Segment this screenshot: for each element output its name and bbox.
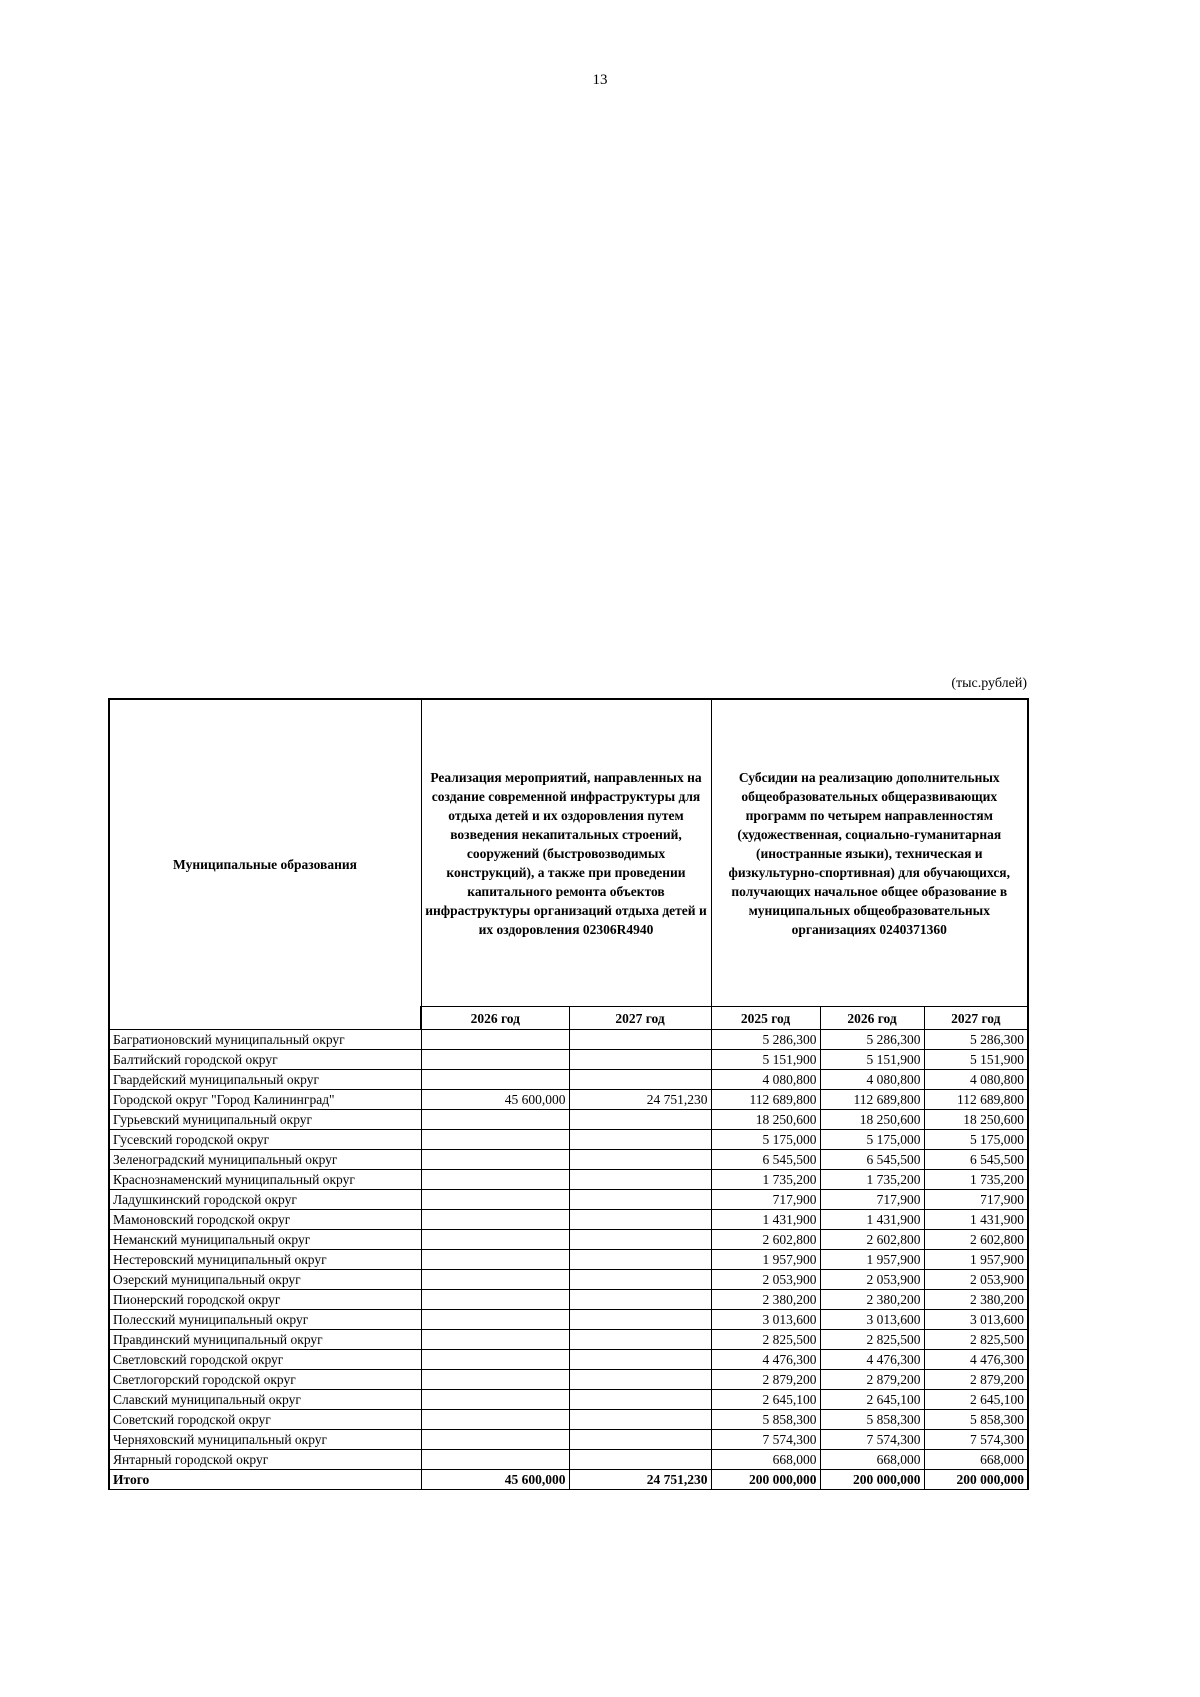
municipality-name: Янтарный городской округ [109, 1450, 421, 1470]
amount-cell: 5 858,300 [924, 1410, 1028, 1430]
table-row [109, 1370, 1028, 1390]
amount-cell [421, 1370, 569, 1390]
amount-cell [569, 1290, 711, 1310]
amount-cell [421, 1330, 569, 1350]
amount-cell [569, 1250, 711, 1270]
amount-cell [421, 1350, 569, 1370]
amount-cell: 4 476,300 [711, 1350, 820, 1370]
year-g2-2025: 2025 год [711, 1007, 820, 1030]
amount-cell: 4 080,800 [820, 1070, 924, 1090]
amount-cell: 5 858,300 [711, 1410, 820, 1430]
table-row [109, 1270, 1028, 1290]
table-row [109, 1350, 1028, 1370]
amount-cell [569, 1050, 711, 1070]
amount-cell [421, 1250, 569, 1270]
amount-cell: 7 574,300 [924, 1430, 1028, 1450]
table-row [109, 1170, 1028, 1190]
amount-cell: 1 957,900 [711, 1250, 820, 1270]
amount-cell: 1 957,900 [820, 1250, 924, 1270]
table-row [109, 1030, 1028, 1050]
amount-cell: 4 476,300 [924, 1350, 1028, 1370]
header-group-infrastructure: Реализация мероприятий, направленных на создание современной инфраструктуры для отдыха детей и их оздоровления путем возведения некапитальных строений, сооружений (быстровозводимых конструкций), а также при проведении капитального ремонта объектов инфраструктуры организаций отдыха детей и их оздоровления 02306R4940 [421, 699, 711, 1007]
amount-cell: 112 689,800 [924, 1090, 1028, 1110]
municipality-name: Светловский городской округ [109, 1350, 421, 1370]
amount-cell: 6 545,500 [711, 1150, 820, 1170]
amount-cell: 5 151,900 [711, 1050, 820, 1070]
amount-cell: 4 080,800 [711, 1070, 820, 1090]
amount-cell: 1 735,200 [924, 1170, 1028, 1190]
amount-cell: 18 250,600 [924, 1110, 1028, 1130]
amount-cell [421, 1050, 569, 1070]
amount-cell [569, 1070, 711, 1090]
amount-cell: 5 175,000 [924, 1130, 1028, 1150]
amount-cell [421, 1390, 569, 1410]
municipality-name: Гусевский городской округ [109, 1130, 421, 1150]
amount-cell: 1 957,900 [924, 1250, 1028, 1270]
amount-cell [569, 1150, 711, 1170]
table-row [109, 1250, 1028, 1270]
amount-cell: 5 151,900 [924, 1050, 1028, 1070]
municipality-name: Озерский муниципальный округ [109, 1270, 421, 1290]
amount-cell: 5 286,300 [820, 1030, 924, 1050]
amount-cell [569, 1190, 711, 1210]
amount-cell: 717,900 [924, 1190, 1028, 1210]
municipality-name: Нестеровский муниципальный округ [109, 1250, 421, 1270]
amount-cell: 2 053,900 [820, 1270, 924, 1290]
amount-cell [421, 1410, 569, 1430]
amount-cell [569, 1210, 711, 1230]
amount-cell: 7 574,300 [711, 1430, 820, 1450]
year-g2-2027: 2027 год [924, 1007, 1028, 1030]
amount-cell [421, 1430, 569, 1450]
amount-cell: 5 286,300 [711, 1030, 820, 1050]
amount-cell [421, 1130, 569, 1150]
amount-cell [569, 1430, 711, 1450]
amount-cell [421, 1210, 569, 1230]
municipality-name: Городской округ "Город Калининград" [109, 1090, 421, 1110]
amount-cell: 7 574,300 [820, 1430, 924, 1450]
amount-cell: 5 286,300 [924, 1030, 1028, 1050]
municipality-name: Краснознаменский муниципальный округ [109, 1170, 421, 1190]
amount-cell: 2 645,100 [924, 1390, 1028, 1410]
amount-cell [421, 1290, 569, 1310]
amount-cell: 45 600,000 [421, 1470, 569, 1490]
amount-cell [569, 1370, 711, 1390]
amount-cell: 668,000 [820, 1450, 924, 1470]
amount-cell: 2 053,900 [924, 1270, 1028, 1290]
amount-cell: 200 000,000 [711, 1470, 820, 1490]
amount-cell: 45 600,000 [421, 1090, 569, 1110]
municipality-name: Багратионовский муниципальный округ [109, 1030, 421, 1050]
amount-cell: 1 431,900 [820, 1210, 924, 1230]
amount-cell [421, 1310, 569, 1330]
amount-cell [569, 1230, 711, 1250]
municipality-name: Пионерский городской округ [109, 1290, 421, 1310]
table-row [109, 1310, 1028, 1330]
amount-cell [569, 1110, 711, 1130]
amount-cell: 717,900 [711, 1190, 820, 1210]
table-row [109, 1330, 1028, 1350]
amount-cell [421, 1190, 569, 1210]
amount-cell: 2 380,200 [820, 1290, 924, 1310]
amount-cell: 2 053,900 [711, 1270, 820, 1290]
amount-cell: 3 013,600 [711, 1310, 820, 1330]
header-row [109, 699, 1028, 1007]
amount-cell [569, 1030, 711, 1050]
table-row [109, 1210, 1028, 1230]
table-row [109, 1090, 1028, 1110]
amount-cell: 2 879,200 [711, 1370, 820, 1390]
municipality-name: Зеленоградский муниципальный округ [109, 1150, 421, 1170]
amount-cell: 3 013,600 [820, 1310, 924, 1330]
total-label: Итого [109, 1470, 421, 1490]
units-note: (тыс.рублей) [951, 676, 1027, 691]
municipality-name: Полесский муниципальный округ [109, 1310, 421, 1330]
amount-cell: 3 013,600 [924, 1310, 1028, 1330]
amount-cell: 2 645,100 [711, 1390, 820, 1410]
amount-cell: 5 175,000 [711, 1130, 820, 1150]
table-row [109, 1290, 1028, 1310]
municipality-name: Неманский муниципальный округ [109, 1230, 421, 1250]
page-number: 13 [592, 72, 608, 88]
table-row [109, 1190, 1028, 1210]
year-g1-2026: 2026 год [421, 1007, 569, 1030]
budget-table [108, 698, 1029, 1490]
amount-cell [569, 1350, 711, 1370]
amount-cell [421, 1150, 569, 1170]
amount-cell: 1 735,200 [820, 1170, 924, 1190]
amount-cell: 5 858,300 [820, 1410, 924, 1430]
municipality-name: Славский муниципальный округ [109, 1390, 421, 1410]
municipality-name: Гурьевский муниципальный округ [109, 1110, 421, 1130]
amount-cell: 200 000,000 [820, 1470, 924, 1490]
amount-cell: 2 825,500 [924, 1330, 1028, 1350]
amount-cell: 4 080,800 [924, 1070, 1028, 1090]
municipality-name: Правдинский муниципальный округ [109, 1330, 421, 1350]
amount-cell: 2 380,200 [924, 1290, 1028, 1310]
table-row [109, 1230, 1028, 1250]
amount-cell: 24 751,230 [569, 1090, 711, 1110]
amount-cell: 2 602,800 [924, 1230, 1028, 1250]
amount-cell: 6 545,500 [820, 1150, 924, 1170]
amount-cell: 2 645,100 [820, 1390, 924, 1410]
municipality-name: Советский городской округ [109, 1410, 421, 1430]
amount-cell: 717,900 [820, 1190, 924, 1210]
amount-cell: 1 735,200 [711, 1170, 820, 1190]
amount-cell: 4 476,300 [820, 1350, 924, 1370]
total-row [109, 1470, 1028, 1490]
amount-cell: 668,000 [711, 1450, 820, 1470]
amount-cell: 1 431,900 [711, 1210, 820, 1230]
header-group-subsidies: Субсидии на реализацию дополнительных общеобразовательных общеразвивающих программ по четырем направленностям (художественная, социально-гуманитарная (иностранные языки), техническая и физкультурно-спортивная) для обучающихся, получающих начальное общее образование в муниципальных общеобразовательных организациях 0240371360 [711, 699, 1028, 1007]
table-row [109, 1150, 1028, 1170]
amount-cell: 18 250,600 [820, 1110, 924, 1130]
amount-cell: 5 151,900 [820, 1050, 924, 1070]
table-row [109, 1390, 1028, 1410]
amount-cell [421, 1270, 569, 1290]
amount-cell: 2 602,800 [711, 1230, 820, 1250]
municipality-name: Ладушкинский городской округ [109, 1190, 421, 1210]
amount-cell [569, 1410, 711, 1430]
amount-cell: 2 879,200 [924, 1370, 1028, 1390]
amount-cell [421, 1450, 569, 1470]
table-row [109, 1410, 1028, 1430]
amount-cell: 2 602,800 [820, 1230, 924, 1250]
amount-cell: 2 825,500 [820, 1330, 924, 1350]
amount-cell: 5 175,000 [820, 1130, 924, 1150]
municipality-name: Светлогорский городской округ [109, 1370, 421, 1390]
amount-cell [569, 1390, 711, 1410]
amount-cell [421, 1170, 569, 1190]
table-row [109, 1450, 1028, 1470]
amount-cell: 200 000,000 [924, 1470, 1028, 1490]
amount-cell [421, 1110, 569, 1130]
amount-cell: 668,000 [924, 1450, 1028, 1470]
municipality-name: Балтийский городской округ [109, 1050, 421, 1070]
amount-cell: 1 431,900 [924, 1210, 1028, 1230]
year-g1-2027: 2027 год [569, 1007, 711, 1030]
amount-cell: 6 545,500 [924, 1150, 1028, 1170]
amount-cell [421, 1230, 569, 1250]
table-row [109, 1130, 1028, 1150]
header-municipalities: Муниципальные образования [109, 699, 421, 1030]
amount-cell [569, 1130, 711, 1150]
amount-cell [569, 1310, 711, 1330]
table-row [109, 1050, 1028, 1070]
municipality-name: Гвардейский муниципальный округ [109, 1070, 421, 1090]
municipality-name: Мамоновский городской округ [109, 1210, 421, 1230]
table-row [109, 1430, 1028, 1450]
amount-cell [569, 1450, 711, 1470]
municipality-name: Черняховский муниципальный округ [109, 1430, 421, 1450]
amount-cell: 2 380,200 [711, 1290, 820, 1310]
amount-cell [569, 1270, 711, 1290]
amount-cell: 112 689,800 [711, 1090, 820, 1110]
table-row [109, 1070, 1028, 1090]
year-g2-2026: 2026 год [820, 1007, 924, 1030]
amount-cell: 24 751,230 [569, 1470, 711, 1490]
amount-cell: 112 689,800 [820, 1090, 924, 1110]
amount-cell [569, 1330, 711, 1350]
amount-cell [421, 1030, 569, 1050]
table-row [109, 1110, 1028, 1130]
amount-cell: 2 879,200 [820, 1370, 924, 1390]
amount-cell: 18 250,600 [711, 1110, 820, 1130]
amount-cell [421, 1070, 569, 1090]
amount-cell: 2 825,500 [711, 1330, 820, 1350]
amount-cell [569, 1170, 711, 1190]
